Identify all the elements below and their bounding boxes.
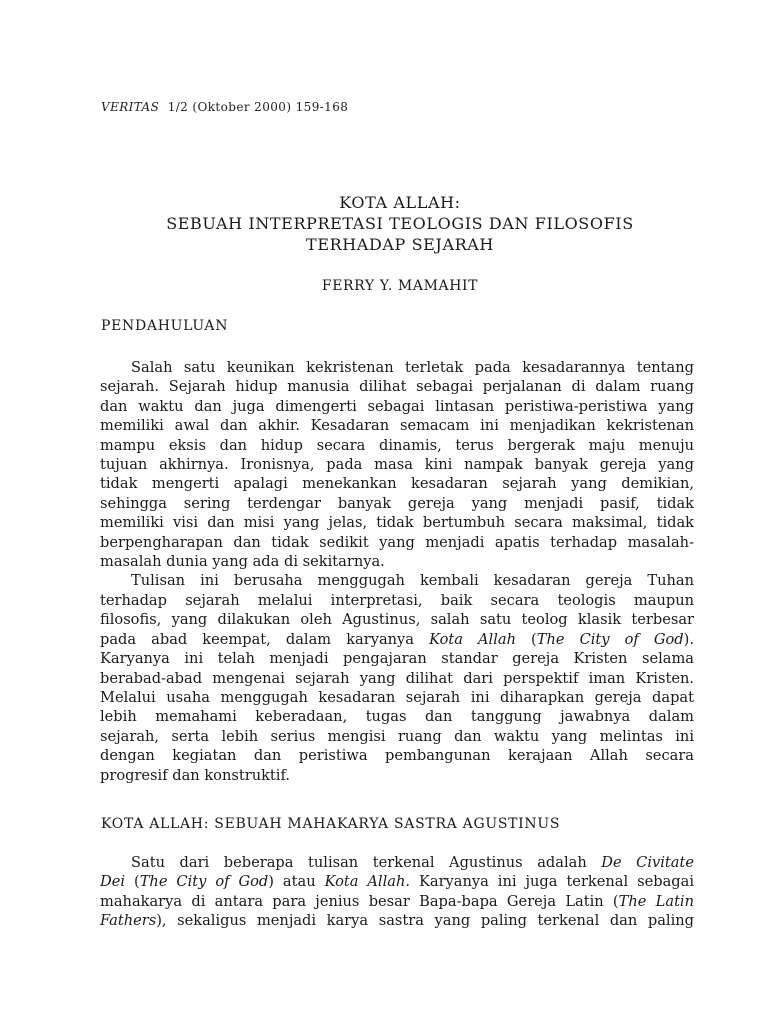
text-line: dengan kegiatan dan peristiwa pembangunan kerajaan Allah secara bbox=[100, 747, 694, 765]
article-title bbox=[96, 192, 704, 255]
text-line bbox=[100, 853, 694, 872]
text-line: tidak mengerti apalagi menekankan kesadaran sejarah yang demikian, bbox=[100, 475, 694, 493]
text-line: dan waktu dan juga dimengerti sebagai lintasan peristiwa-peristiwa yang bbox=[100, 397, 694, 415]
text-line bbox=[100, 872, 694, 891]
book-title-italic: Dei bbox=[100, 873, 126, 891]
text-line bbox=[100, 911, 694, 930]
section-body-kota-allah bbox=[100, 853, 694, 931]
text-run: Karyanya ini juga terkenal sebagai bbox=[410, 873, 694, 891]
book-title-italic: The City of God bbox=[139, 873, 269, 891]
journal-name: VERITAS bbox=[101, 100, 160, 114]
book-title-italic: The City of God bbox=[536, 630, 684, 648]
text-run: ) atau bbox=[268, 873, 325, 891]
text-line: sejarah. Sejarah hidup manusia dilihat sebagai perjalanan di dalam ruang bbox=[100, 378, 694, 396]
text-line bbox=[100, 630, 694, 649]
text-line: berabad-abad mengenai sejarah yang dilihat dari perspektif iman Kristen. bbox=[100, 669, 694, 687]
book-title-italic: The Latin bbox=[618, 892, 694, 910]
journal-citation: 1/2 (Oktober 2000) 159-168 bbox=[167, 100, 349, 114]
section-heading-kota-allah: KOTA ALLAH: SEBUAH MAHAKARYA SASTRA AGUSTINUS bbox=[101, 816, 561, 832]
text-line: Karyanya ini telah menjadi pengajaran standar gereja Kristen selama bbox=[100, 650, 694, 668]
text-line: Melalui usaha menggugah kesadaran sejarah ini diharapkan gereja dapat bbox=[100, 688, 694, 706]
text-line: Salah satu keunikan kekristenan terletak pada kesadarannya tentang bbox=[131, 359, 694, 376]
paragraph bbox=[100, 571, 694, 784]
text-run: ( bbox=[125, 873, 140, 891]
text-line: terhadap sejarah melalui interpretasi, baik secara teologis maupun bbox=[100, 591, 694, 609]
section-body-pendahuluan bbox=[100, 358, 694, 785]
title-line-1: KOTA ALLAH: bbox=[339, 193, 461, 212]
book-title-italic: De Civitate bbox=[601, 854, 694, 871]
text-run: ( bbox=[515, 630, 537, 648]
text-run: Satu dari beberapa tulisan terkenal Agustinus adalah bbox=[131, 854, 602, 871]
title-line-3: TERHADAP SEJARAH bbox=[306, 235, 494, 254]
running-head bbox=[101, 100, 348, 114]
title-line-2: SEBUAH INTERPRETASI TEOLOGIS DAN FILOSOFIS bbox=[166, 214, 634, 233]
text-line: sehingga sering terdengar banyak gereja yang menjadi pasif, tidak bbox=[100, 494, 694, 512]
article-author: FERRY Y. MAMAHIT bbox=[321, 278, 479, 294]
text-line: tujuan akhirnya. Ironisnya, pada masa kini nampak banyak gereja yang bbox=[100, 456, 694, 474]
paragraph bbox=[100, 358, 694, 571]
text-line bbox=[100, 892, 694, 911]
book-title-italic: Kota Allah bbox=[429, 630, 516, 648]
text-line: mampu eksis dan hidup secara dinamis, terus bergerak maju menuju bbox=[100, 436, 694, 454]
text-line: berpengharapan dan tidak sedikit yang menjadi apatis terhadap masalah- bbox=[100, 533, 694, 551]
book-title-italic: Kota Allah. bbox=[324, 873, 411, 891]
text-line: masalah dunia yang ada di sekitarnya. bbox=[100, 553, 385, 571]
section-heading-pendahuluan: PENDAHULUAN bbox=[101, 318, 229, 334]
book-title-italic: Fathers bbox=[100, 912, 157, 930]
text-line: memiliki visi dan misi yang jelas, tidak bertumbuh secara maksimal, tidak bbox=[100, 514, 694, 532]
text-line: progresif dan konstruktif. bbox=[100, 766, 290, 784]
text-run: ). bbox=[683, 630, 694, 648]
text-line: sejarah, serta lebih serius mengisi ruang dan waktu yang melintas ini bbox=[100, 727, 694, 745]
text-line: Tulisan ini berusaha menggugah kembali kesadaran gereja Tuhan bbox=[131, 572, 694, 590]
text-line: lebih memahami keberadaan, tugas dan tanggung jawabnya dalam bbox=[100, 708, 694, 726]
text-run: pada abad keempat, dalam karyanya bbox=[100, 630, 430, 648]
paragraph bbox=[100, 853, 694, 931]
text-line: memiliki awal dan akhir. Kesadaran semacam ini menjadikan kekristenan bbox=[100, 417, 694, 435]
text-line: filosofis, yang dilakukan oleh Agustinus, salah satu teolog klasik terbesar bbox=[100, 611, 694, 629]
text-run: mahakarya di antara para jenius besar Bapa-bapa Gereja Latin ( bbox=[100, 892, 619, 910]
text-run: ), sekaligus menjadi karya sastra yang paling terkenal dan paling bbox=[156, 912, 694, 930]
